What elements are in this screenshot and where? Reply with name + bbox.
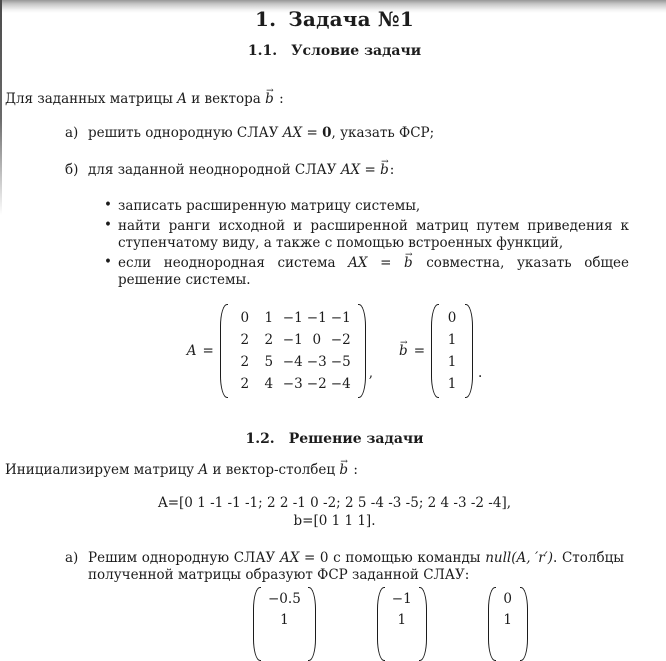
matrix-cell: 1	[447, 375, 457, 392]
math-vec-b: → b	[399, 343, 408, 360]
bullet-icon: •	[104, 217, 112, 233]
matrix-row	[266, 589, 303, 610]
matrix-cell: −4	[282, 353, 303, 370]
left-paren	[431, 304, 439, 398]
period: .	[478, 364, 483, 381]
matrix-row	[501, 589, 515, 610]
math-vec-b: → b	[265, 91, 274, 108]
equals-sign: =	[413, 342, 426, 359]
matrix-cell: 1	[503, 612, 512, 628]
subsection-1-1-heading	[31, 43, 638, 60]
matrix-cell: 2	[240, 375, 250, 392]
matlab-init-code	[31, 494, 638, 530]
item-b-text-1: для заданной неоднородной СЛАУ	[88, 162, 337, 178]
math-var-A: A	[177, 91, 187, 107]
matrix-cell: 1	[447, 353, 457, 370]
matrix-cell: 0	[240, 309, 250, 326]
fsr-vectors-row	[253, 587, 638, 661]
comma: ,	[368, 364, 374, 381]
equals-sign: =	[380, 255, 392, 271]
math-var-A: A	[198, 462, 209, 478]
init-text-1: Инициализируем матрицу	[5, 462, 195, 478]
subsection-heading-text: Решение задачи	[288, 431, 424, 447]
matrix-row	[501, 610, 515, 631]
matrix-row	[233, 329, 353, 351]
matrix-A-grid	[228, 304, 358, 398]
matrix-cell: −3	[306, 353, 327, 370]
bullet-2-text: найти ранги исходной и расширенной матриц путем приведения к ступенчатому виду, а также с помощью встроенных функций,	[118, 218, 629, 251]
intro-text-1: Для заданных матрицы	[5, 91, 173, 107]
right-paren	[358, 304, 366, 398]
matrix-cell: 2	[240, 331, 250, 348]
section-title	[31, 7, 638, 31]
matrix-A	[220, 304, 366, 398]
math-var-AX: AX	[340, 162, 361, 178]
matrix-cell: −0.5	[268, 591, 301, 607]
matrix-cell: 0	[447, 309, 457, 326]
solution-a-text-1: Решим однородную СЛАУ	[88, 550, 276, 566]
bullet-icon: •	[104, 197, 112, 213]
left-paren	[253, 587, 261, 661]
matrix-cell: −4	[330, 375, 351, 392]
condition-item-a	[5, 125, 638, 142]
matrix-row	[233, 351, 353, 373]
math-var-AX: AX	[282, 125, 303, 141]
math-null-command: null(A, ′r′)	[485, 550, 554, 566]
equals-sign: =	[364, 162, 376, 178]
fsr-vector-1	[253, 587, 316, 661]
init-text-2: и вектор-столбец	[212, 462, 336, 478]
matrix-cell: 2	[240, 353, 250, 370]
matrix-cell: −2	[330, 331, 351, 348]
matrix-cell: 0	[312, 331, 322, 348]
matrix-cell: 5	[264, 353, 274, 370]
code-line-A: A=[0 1 -1 -1 -1; 2 2 -1 0 -2; 2 5 -4 -3 -5; 2 4 -3 -2 -4],	[157, 495, 512, 511]
matrix-cell: −1	[282, 309, 303, 326]
subsection-number: 1.2.	[245, 431, 275, 447]
item-b-colon: :	[389, 162, 395, 178]
right-paren	[520, 587, 528, 661]
matrix-row	[444, 373, 460, 395]
matrix-cell: −2	[306, 375, 327, 392]
section-title-text: Задача №1	[288, 7, 414, 31]
matrix-row	[390, 589, 414, 610]
matrix-row	[444, 329, 460, 351]
matrix-cell: 0	[503, 591, 512, 607]
matrix-row	[233, 373, 353, 395]
bullet-item-2	[5, 218, 638, 252]
matrix-cell: 1	[280, 612, 289, 628]
matrix-cell: −1	[391, 591, 412, 607]
fsr-vector-3-grid	[496, 587, 520, 661]
left-paren	[220, 304, 228, 398]
matrix-row	[444, 351, 460, 373]
intro-paragraph	[5, 91, 638, 108]
vector-b	[431, 304, 473, 398]
matrix-cell: 2	[264, 331, 274, 348]
right-paren	[419, 587, 427, 661]
math-var-AX: AX	[348, 255, 368, 271]
intro-colon: :	[279, 91, 284, 107]
left-paren	[377, 587, 385, 661]
solution-a-text-3: . Столбцы полученной матрицы образуют ФСР заданной СЛАУ:	[88, 550, 624, 583]
item-a-label: а)	[65, 550, 79, 566]
matrix-cell: −1	[282, 331, 303, 348]
bullet-1-text: записать расширенную матрицу системы,	[118, 198, 421, 214]
fsr-vector-1-grid	[261, 587, 308, 661]
math-vec-b: → b	[404, 255, 413, 272]
subsection-heading-text: Условие задачи	[291, 43, 422, 59]
bullet-3-text-2: совместна, указать общее решение системы.	[118, 255, 629, 288]
math-bold-zero: 0	[322, 125, 332, 141]
bullet-3-text-1: если неоднородная система	[118, 255, 336, 271]
fsr-vector-2	[377, 587, 427, 661]
condition-item-b	[5, 162, 638, 179]
matrix-row	[266, 610, 303, 631]
matrix-row	[390, 610, 414, 631]
bullet-item-1	[5, 198, 638, 215]
matrix-cell: −3	[282, 375, 303, 392]
item-a-text-2: , указать ФСР;	[331, 125, 435, 141]
subsection-number: 1.1.	[247, 43, 278, 59]
init-paragraph	[5, 462, 638, 479]
bullet-icon: •	[104, 254, 112, 270]
fsr-vector-3	[488, 587, 528, 661]
subsection-1-2-heading	[31, 431, 638, 448]
matrix-cell: −1	[330, 309, 351, 326]
matrix-cell: −1	[306, 309, 327, 326]
code-line-b: b=[0 1 1 1].	[293, 513, 376, 529]
item-a-label: а)	[65, 125, 79, 141]
matrix-cell: 4	[264, 375, 274, 392]
matrix-cell: 1	[447, 331, 457, 348]
solution-item-a	[5, 550, 638, 584]
matrix-cell: −5	[330, 353, 351, 370]
matrix-row	[233, 307, 353, 329]
math-vec-b: → b	[380, 162, 389, 179]
math-vec-b: → b	[339, 462, 348, 479]
right-paren	[465, 304, 473, 398]
fsr-vector-2-grid	[385, 587, 419, 661]
math-var-A: A	[186, 342, 197, 359]
intro-text-2: и вектора	[191, 91, 261, 107]
matrix-row	[444, 307, 460, 329]
init-colon: :	[353, 462, 358, 478]
item-b-label: б)	[65, 162, 79, 178]
equals-sign: =	[306, 125, 318, 141]
matrix-definition-display	[31, 304, 638, 398]
math-var-AX: AX	[279, 550, 300, 566]
item-a-text-1: решить однородную СЛАУ	[88, 125, 279, 141]
vector-b-grid	[439, 304, 465, 398]
equals-sign: =	[202, 342, 214, 359]
section-number: 1.	[255, 7, 277, 31]
bullet-item-3	[5, 255, 638, 289]
solution-a-text-2: = 0 с помощью команды	[303, 550, 481, 566]
right-paren	[308, 587, 316, 661]
matrix-cell: 1	[264, 309, 274, 326]
matrix-cell: 1	[397, 612, 407, 628]
condition-bullet-list	[5, 198, 638, 289]
left-paren	[488, 587, 496, 661]
